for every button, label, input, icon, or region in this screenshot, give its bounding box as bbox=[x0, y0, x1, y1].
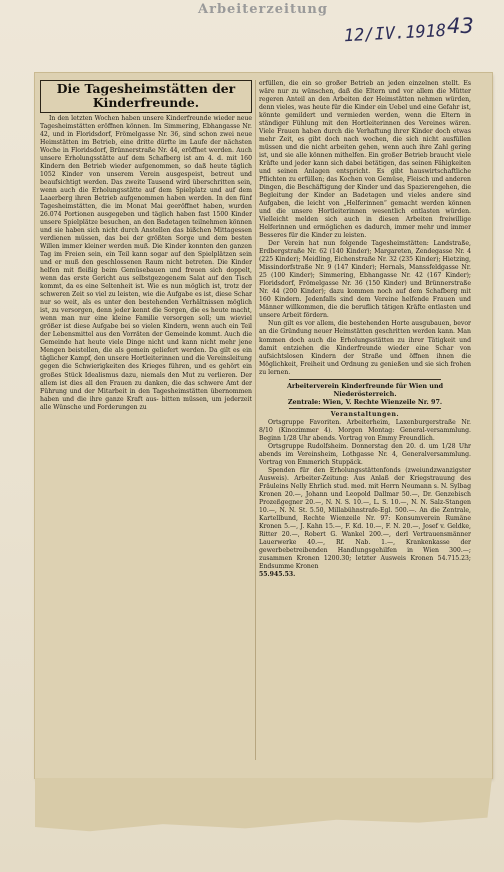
section-divider bbox=[289, 379, 441, 380]
article-headline: Die Tagesheimstätten der Kinderfreunde. bbox=[40, 80, 252, 113]
clipping-torn-edge bbox=[35, 778, 492, 850]
section-divider bbox=[289, 408, 441, 409]
article-column-right bbox=[259, 80, 471, 760]
handwritten-date: 12/IV.1918 bbox=[343, 20, 447, 47]
article-paragraph: Der Verein hat nun folgende Tagesheimstätten: Landstraße, Erdbergstraße Nr. 62 (140 Kinder); Margareten, Zendegasse Nr. 4 (225 Kinder); Meidling, Eichenstraße Nr. 32 (235 Kinder); Hietzing, Missindorfstraße Nr. 9 (147 Kinder); Hernals, Manssfeldgasse Nr. 25 (100 Kinder); Simmering, Ebhangasse Nr. 42 (167 Kinder); Floridsdorf, Frömelgasse Nr. 36 (150 Kinder) und Brünnerstraße Nr. 44 (200 Kinder); dazu kommen noch auf dem Schafberg mit 160 Kindern. Jedenfalls sind dem Vereine helfende Frauen und Männer willkommen, die die beruflich tätigen Kräfte entlasten und unsere Arbeit fördern. bbox=[259, 240, 471, 320]
archive-number: 43 bbox=[447, 14, 474, 38]
event-item: Ortsgruppe Rudolfsheim. Donnerstag den 20. d. um 1/28 Uhr abends im Vereinsheim, Lothgasse Nr. 4, Generalversammlung. Vortrag von Emmerich Stuppäck. bbox=[259, 442, 471, 466]
association-central: Zentrale: Wien, V. Rechte Wienzeile Nr. 97. bbox=[287, 397, 443, 406]
column-separator bbox=[255, 80, 256, 760]
events-heading: Veranstaltungen. bbox=[330, 410, 400, 418]
article-paragraph: Nun gilt es vor allem, die bestehenden Horte ausgubauen, bevor an die Gründung neuer Heimstätten geschritten werden kann. Man kommen doch auch die Erholungsstätten zu ihrer Tätigkeit und damit entziehen die Kinderfreunde wieder eine Schar von aufsichtslosen Kindern der Straße und öffnen ihnen die Möglichkeit, Freiheit und Ordnung zu genießen und sie sich frohen zu lernen. bbox=[259, 320, 471, 376]
event-item: Ortsgruppe Favoriten. Arbeiterheim, Laxenburgerstraße Nr. 8/10 (Kinozimmer 4). Morgen Montag: General-versammlung. Beginn 1/28 Uhr abends. Vortrag von Emmy Freundlich. bbox=[259, 418, 471, 442]
article-column-left bbox=[40, 80, 252, 760]
donations-list: Spenden für den Erholungsstättenfonds (zweiundzwanzigster Ausweis). Arbeiter-Zeitung: Aus Anlaß der Kriegstrauung des Fräuleins Nelly Ehrlich stud. med. mit Herrn Neumann s. N. Sylbag Kronen 20.—, Johann und Leopold Dallmar 50.—, Dr. Genzebisch Prozeßgegner 20.—, N. N. S. 10.—, L. S. 10.—, N. N. Salz-Stangen 10.—, N. N. St. 5.50, Millabühnstrafe-Egl. 500.—. An die Zentrale, Kartellbund, Rechte Wienzeile Nr. 97: Konsumverein Rumäne Kronen 5.—, J. Kahn 15.—, F. Kd. 10.—, F. N. 20.—, Josef v. Geldke, Ritter 20.—, Robert G. Wankel 200.—, derl Vertrauensmänner Lauerwerke 40.—, Rf. Nab. 1.—, Krankenkasse der gewerbebetreibenden Handlungsgehilfen in Wien 300.—; zusammen Kronen 1200.30; letzter Ausweis Kronen 54.715.23; Endsumme Kronen bbox=[259, 466, 471, 570]
article-paragraph: In den letzten Wochen haben unsere Kinderfreunde wieder neue Tagesheimstätten eröffnen können. Im Simmering, Ebhangasse Nr. 42, und in Floridsdorf, Frömelgasse Nr. 36, sind schon zwei neue Heimstätten im Betrieb, eine dritte dürfte im Laufe der nächsten Woche in Floridsdorf, Brünnerstraße Nr. 44, eröffnet werden. Auch unsere Erholungsstätte auf dem Schafberg ist am 4. d. mit 160 Kindern den Betrieb wieder aufgenommen, so daß heute täglich 1052 Kinder von unserem Verein ausgespeist, betreut und beaufsichtigt werden. Das zweite Tausend wird überschritten sein, wenn auch die Erholungsstätte auf dem Spielplatz und auf dem Laaerberg ihren Betrieb aufgenommen haben werden. In den fünf Tagesheimstätten, die im Monat Mai geeröffnet haben, wurden 26.074 Portionen ausgegeben und täglich haben fast 1500 Kinder unsere Spielplätze besuchen, an den Badetagen teilnehmen können und sie haben sich nicht durch Anstellen das bißchen Mittagessen verdienen müssen, das bei der größten Sorge und dem besten Willen immer kleiner werden muß. Die Kinder konnten den ganzen Tag im Freien sein, ein Teil kann sogar auf den Spielplätzen sein und er muß den geschlossenen Raum nicht betreten. Die Kinder helfen mit fleißig beim Gemüsebauen und freuen sich doppelt, wenn das erste Gericht aus selbstgezogenem Salat auf den Tisch kommt, da es eine Seltenheit ist. Wie es nun möglich ist, trotz der schweren Zeit so viel zu leisten, wie die Aufgabe es ist, diese Schar nur so weit, als es unter den bestehenden Verhältnissen möglich ist, zu versorgen, denn jeder kennt die Sorgen, die es heute macht, wenn man nur eine kleine Familie versorgen soll; um wieviel größer ist diese Aufgabe bei so vielen Kindern, wenn auch ein Teil der Lebensmittel aus den Vorräten der Gemeinde kommt. Auch die Gemeinde hat heute viele Dinge nicht und kann nicht mehr jene Mengen beistellen, die als gemein geliefert werden. Da gilt es ein täglicher Kampf, den unsere Hortleiterinnen und die Vereinsleitung gegen die Schwierigkeiten des Krieges führen, und es gehört ein großes Stück Idealismus dazu, niemals den Mut zu verlieren. Der allem ist dies all den Frauen zu danken, die das schwere Amt der Führung und der Mitarbeit in den Tagesheimstätten übernommen haben und die ihre ganze Kraft aus- bitten müssen, um jederzeit alle Wünsche und Forderungen zu bbox=[40, 115, 252, 411]
association-title: Arbeiterverein Kinderfreunde für Wien und Niederösterreich. bbox=[286, 381, 444, 398]
article-paragraph: erfüllen, die ein so großer Betrieb an jeden einzelnen stellt. Es wäre nur zu wünschen, daß die Eltern und vor allem die Mütter regeren Anteil an den Arbeiten der Heimstätten nehmen würden, denn vieles, was heute für die Kinder ein Uebel und eine Gefahr ist, könnte gemildert und vermieden werden, wenn die Eltern in ständiger Fühlung mit den Hortleiterinnen des Vereines wären. Viele Frauen haben durch die Verhaftung ihrer Kinder doch etwas mehr Zeit, es gibt doch nach wochen, die sich nicht ausfüllen müssen und die nicht arbeiten gehen, wenn auch ihre Zahl gering ist, und sie alle können mithelfen. Ein großer Betrieb braucht viele Kräfte und jeder kann sich dabei betätigen, das seinen Fähigkeiten und seinen Anlagen entspricht. Es gibt hauswirtschaftliche Pflichten zu erfüllen; das Kochen von Gemüse, Fleisch und anderen Dingen, die Beschäftigung der Kinder und das Spazierengehen, die Begleitung der Kinder an Badetagen und vieles andere sind Aufgaben, die leicht von „Helferinnen“ gemacht werden können und die unsere Hortleiterinnen wesentlich entlasten würden. Vielleicht melden sich auch in diesen Arbeiten freiwillige Helferinnen und ermöglichen es dadurch, immer mehr und immer Besseres für die Kinder zu leisten. bbox=[259, 80, 471, 240]
newspaper-masthead-stamp: Arbeiterzeitung bbox=[198, 2, 328, 17]
donations-total: 55.945.53. bbox=[259, 570, 296, 578]
